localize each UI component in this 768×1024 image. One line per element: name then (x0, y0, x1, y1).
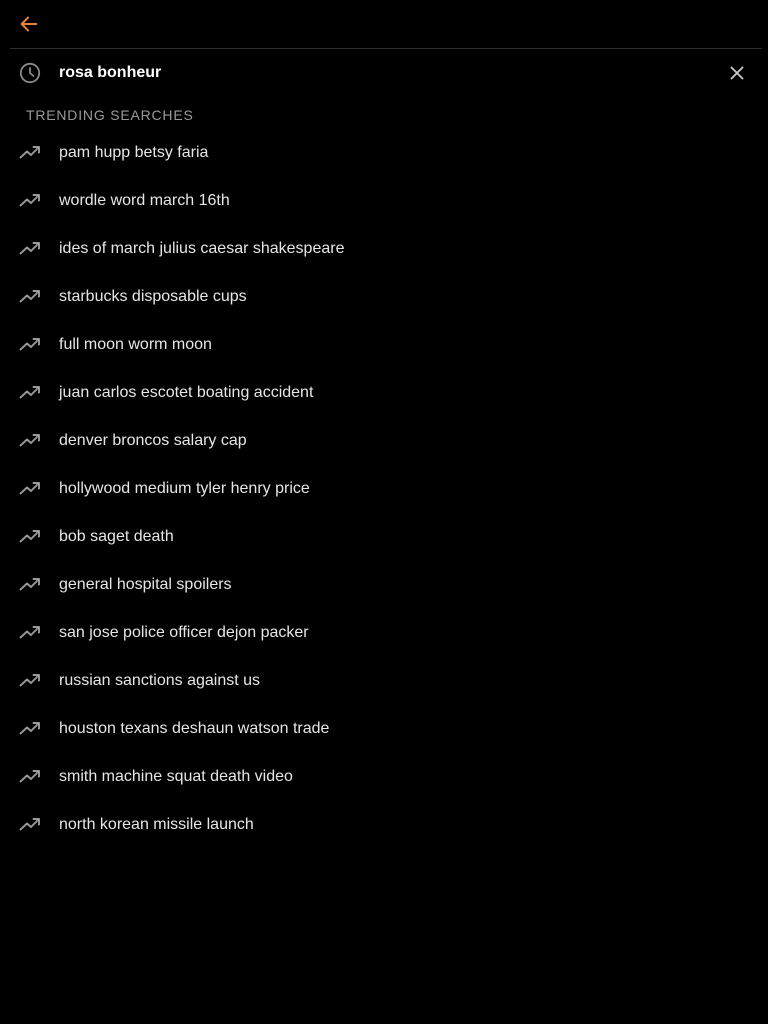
trending-search-item[interactable] (0, 224, 768, 272)
clear-recent-button[interactable] (722, 58, 752, 88)
trending-up-icon (18, 334, 42, 354)
trending-up-icon (18, 430, 42, 450)
trending-up-icon (18, 286, 42, 306)
trending-up-icon (18, 478, 42, 498)
top-bar (0, 0, 768, 48)
trending-up-icon (18, 190, 42, 210)
trending-up-icon (18, 670, 42, 690)
trending-search-item[interactable] (0, 512, 768, 560)
trending-search-label: pam hupp betsy faria (59, 144, 209, 161)
trending-search-label: wordle word march 16th (59, 192, 230, 209)
trending-search-label: full moon worm moon (59, 336, 212, 353)
trending-search-item[interactable] (0, 608, 768, 656)
trending-up-icon (18, 766, 42, 786)
trending-search-label: general hospital spoilers (59, 576, 232, 593)
trending-up-icon (18, 622, 42, 642)
trending-search-label: houston texans deshaun watson trade (59, 720, 330, 737)
trending-search-label: juan carlos escotet boating accident (59, 384, 314, 401)
trending-up-icon (18, 526, 42, 546)
trending-up-icon (18, 814, 42, 834)
trending-search-label: ides of march julius caesar shakespeare (59, 240, 345, 257)
trending-search-item[interactable] (0, 704, 768, 752)
trending-search-label: bob saget death (59, 528, 174, 545)
trending-search-item[interactable] (0, 128, 768, 176)
trending-search-label: san jose police officer dejon packer (59, 624, 309, 641)
trending-searches-heading: TRENDING SEARCHES (26, 107, 194, 123)
close-icon (729, 65, 745, 81)
clock-icon (18, 61, 42, 85)
trending-up-icon (18, 238, 42, 258)
trending-search-label: starbucks disposable cups (59, 288, 247, 305)
trending-search-item[interactable] (0, 560, 768, 608)
trending-search-item[interactable] (0, 368, 768, 416)
trending-search-item[interactable] (0, 752, 768, 800)
trending-search-item[interactable] (0, 176, 768, 224)
recent-search-label: rosa bonheur (59, 64, 162, 81)
trending-up-icon (18, 382, 42, 402)
trending-up-icon (18, 574, 42, 594)
trending-search-label: denver broncos salary cap (59, 432, 247, 449)
trending-search-label: smith machine squat death video (59, 768, 293, 785)
trending-search-item[interactable] (0, 464, 768, 512)
trending-search-item[interactable] (0, 320, 768, 368)
trending-up-icon (18, 718, 42, 738)
arrow-left-icon (18, 13, 40, 35)
trending-search-item[interactable] (0, 416, 768, 464)
trending-search-item[interactable] (0, 656, 768, 704)
back-button[interactable] (14, 10, 44, 38)
trending-search-label: russian sanctions against us (59, 672, 260, 689)
trending-searches-list (0, 128, 768, 848)
trending-up-icon (18, 142, 42, 162)
trending-search-item[interactable] (0, 800, 768, 848)
trending-search-item[interactable] (0, 272, 768, 320)
recent-search-item[interactable] (0, 49, 768, 97)
trending-search-label: hollywood medium tyler henry price (59, 480, 310, 497)
trending-search-label: north korean missile launch (59, 816, 254, 833)
